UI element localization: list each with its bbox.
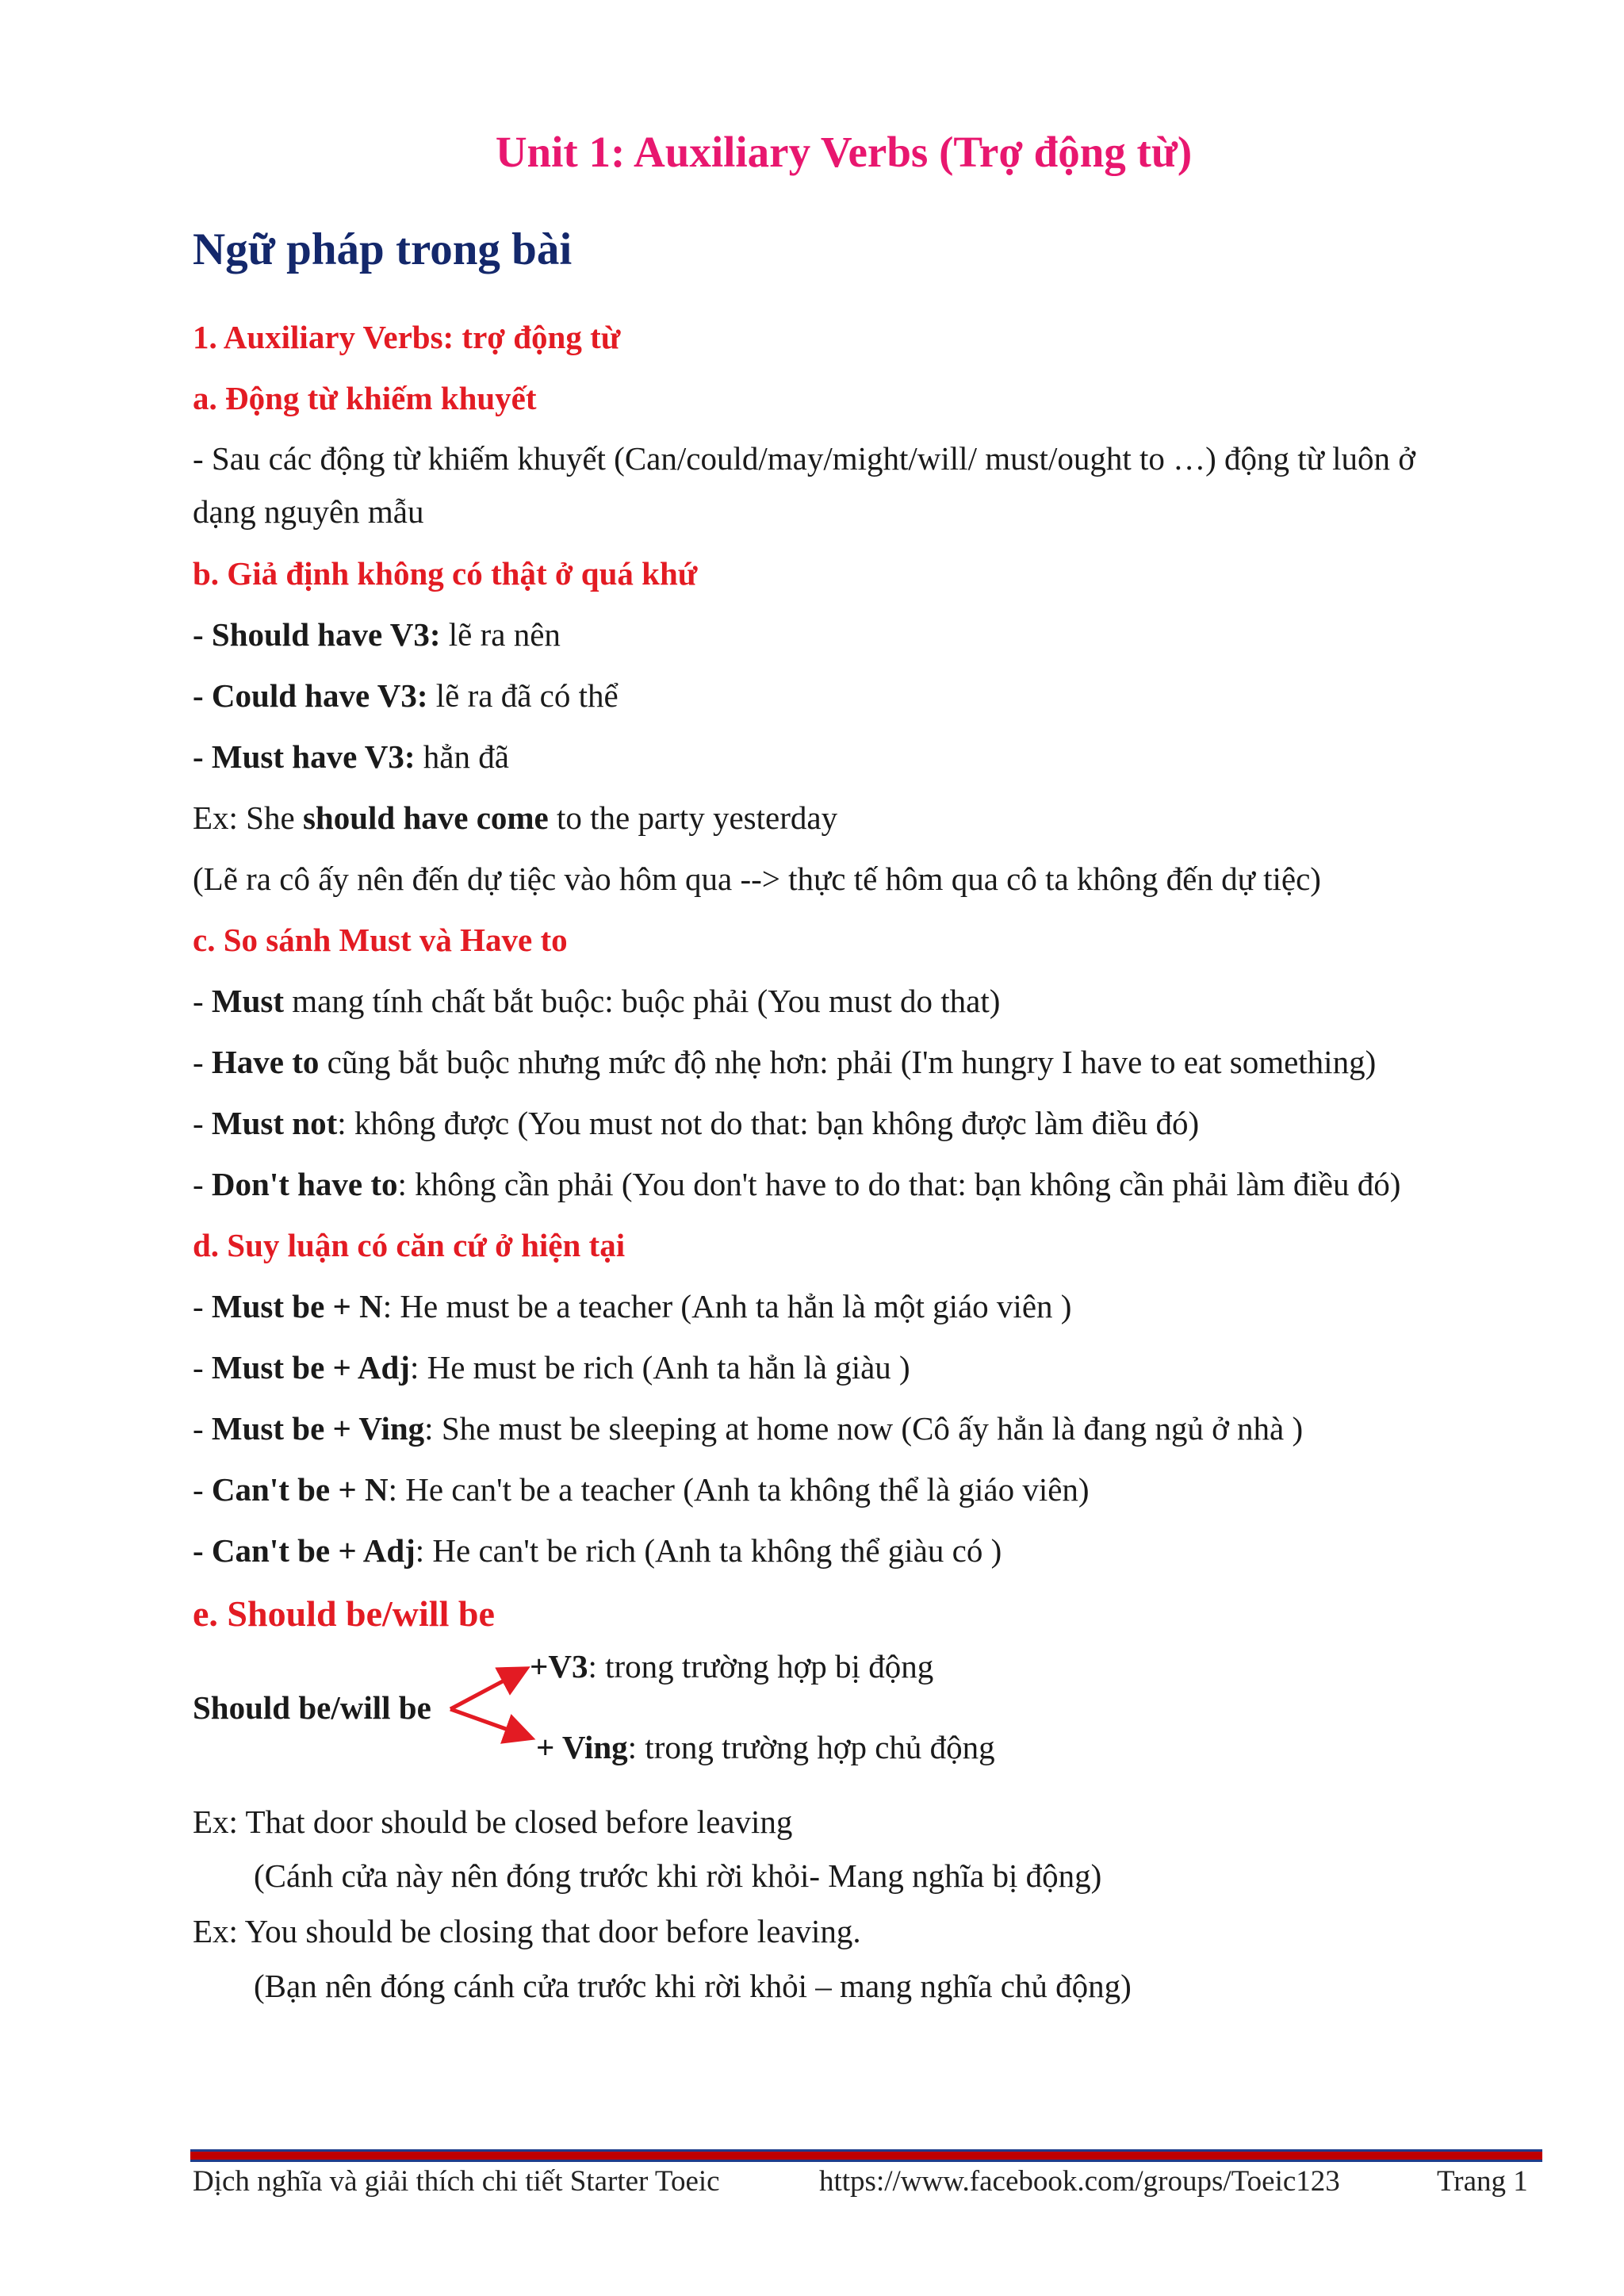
- definition: : không cần phải (You don't have to do that: bạn không cần phải làm điều đó): [397, 1166, 1401, 1202]
- list-item: [193, 615, 561, 654]
- term: - Can't be + Adj: [193, 1532, 416, 1569]
- term: Don't have to: [211, 1166, 398, 1202]
- list-item: [193, 1409, 1303, 1448]
- example-bold: should have come: [302, 799, 549, 836]
- list-item: [193, 737, 509, 776]
- definition: lẽ ra đã có thể: [427, 677, 619, 714]
- term: - Should have V3:: [193, 616, 441, 653]
- dash: -: [193, 1288, 212, 1324]
- section-d-heading: d. Suy luận có căn cứ ở hiện tại: [193, 1227, 626, 1263]
- example-1: Ex: That door should be closed before leaving: [193, 1803, 793, 1840]
- dash: -: [193, 1105, 212, 1141]
- dash: -: [193, 1044, 212, 1080]
- definition: : He can't be rich (Anh ta không thể giàu có ): [415, 1532, 1002, 1569]
- definition: : He can't be a teacher (Anh ta không thể là giáo viên): [388, 1471, 1090, 1508]
- term: - Could have V3:: [193, 677, 428, 714]
- dash: -: [193, 1349, 212, 1386]
- branch-text: : trong trường hợp bị động: [588, 1648, 934, 1685]
- branch-text: : trong trường hợp chủ động: [627, 1729, 995, 1765]
- list-item: [193, 981, 1000, 1021]
- arrow-down: [450, 1709, 528, 1737]
- list-item: [193, 1531, 1002, 1570]
- list-item: [193, 676, 619, 715]
- section-b-heading: b. Giả định không có thật ở quá khứ: [193, 555, 698, 592]
- section-1-heading: 1. Auxiliary Verbs: trợ động từ: [193, 319, 621, 355]
- section-a-text-line-2: dạng nguyên mẫu: [193, 493, 424, 530]
- list-item: [193, 1347, 910, 1387]
- term: Must: [211, 983, 285, 1019]
- term: Must be + Adj: [211, 1349, 410, 1386]
- example-suffix: to the party yesterday: [548, 799, 838, 836]
- definition: lẽ ra nên: [440, 616, 561, 653]
- term: Must not: [211, 1105, 338, 1141]
- footer-link[interactable]: https://www.facebook.com/groups/Toeic123: [819, 2165, 1340, 2198]
- list-item: [193, 1164, 1400, 1204]
- arrow-up: [450, 1670, 523, 1709]
- example-1-translation: (Cánh cửa này nên đóng trước khi rời khỏi- Mang nghĩa bị động): [254, 1857, 1102, 1894]
- definition: hẳn đã: [415, 738, 509, 775]
- term: Must be + Ving: [211, 1410, 425, 1447]
- list-item: [193, 1470, 1090, 1509]
- grammar-heading: Ngữ pháp trong bài: [193, 224, 573, 274]
- term: - Must have V3:: [193, 738, 416, 775]
- diagram-lead: Should be/will be: [193, 1689, 431, 1726]
- list-item: [193, 1042, 1376, 1082]
- branch-passive: [530, 1646, 933, 1686]
- example-line: [193, 798, 837, 838]
- branch-term: +V3: [530, 1648, 588, 1685]
- footer-divider: [190, 2149, 1542, 2162]
- section-a-heading: a. Động từ khiếm khuyết: [193, 380, 537, 416]
- example-translation: (Lẽ ra cô ấy nên đến dự tiệc vào hôm qua --> thực tế hôm qua cô ta không đến dự tiệc): [193, 861, 1321, 897]
- section-e-heading: e. Should be/will be: [193, 1593, 495, 1634]
- dash: -: [193, 1471, 212, 1508]
- definition: mang tính chất bắt buộc: buộc phải (You must do that): [284, 983, 1001, 1019]
- list-item: [193, 1103, 1199, 1143]
- footer-left-text: Dịch nghĩa và giải thích chi tiết Starter Toeic: [193, 2165, 720, 2198]
- term: Must be + N: [211, 1288, 383, 1324]
- dash: -: [193, 1166, 212, 1202]
- term: Can't be + N: [211, 1471, 389, 1508]
- branch-arrows-icon: [444, 1650, 539, 1745]
- section-c-heading: c. So sánh Must và Have to: [193, 922, 568, 958]
- definition: cũng bắt buộc nhưng mức độ nhẹ hơn: phải (I'm hungry I have to eat something): [319, 1044, 1377, 1080]
- definition: : He must be rich (Anh ta hẳn là giàu ): [409, 1349, 910, 1386]
- page-number: Trang 1: [1437, 2165, 1528, 2198]
- example-prefix: Ex: She: [193, 799, 303, 836]
- definition: : He must be a teacher (Anh ta hẳn là một giáo viên ): [382, 1288, 1072, 1324]
- definition: : không được (You must not do that: bạn không được làm điều đó): [337, 1105, 1200, 1141]
- example-2-translation: (Bạn nên đóng cánh cửa trước khi rời khỏi – mang nghĩa chủ động): [254, 1968, 1132, 2004]
- term: Have to: [211, 1044, 320, 1080]
- definition: : She must be sleeping at home now (Cô ấy hẳn là đang ngủ ở nhà ): [424, 1410, 1304, 1447]
- branch-term: + Ving: [536, 1729, 628, 1765]
- list-item: [193, 1286, 1071, 1326]
- branch-active: [536, 1727, 995, 1767]
- page-title: Unit 1: Auxiliary Verbs (Trợ động từ): [495, 128, 1193, 176]
- example-2: Ex: You should be closing that door before leaving.: [193, 1913, 861, 1949]
- dash: -: [193, 983, 212, 1019]
- section-a-text-line-1: - Sau các động từ khiếm khuyết (Can/could/may/might/will/ must/ought to …) động từ luôn ở: [193, 440, 1415, 477]
- dash: -: [193, 1410, 212, 1447]
